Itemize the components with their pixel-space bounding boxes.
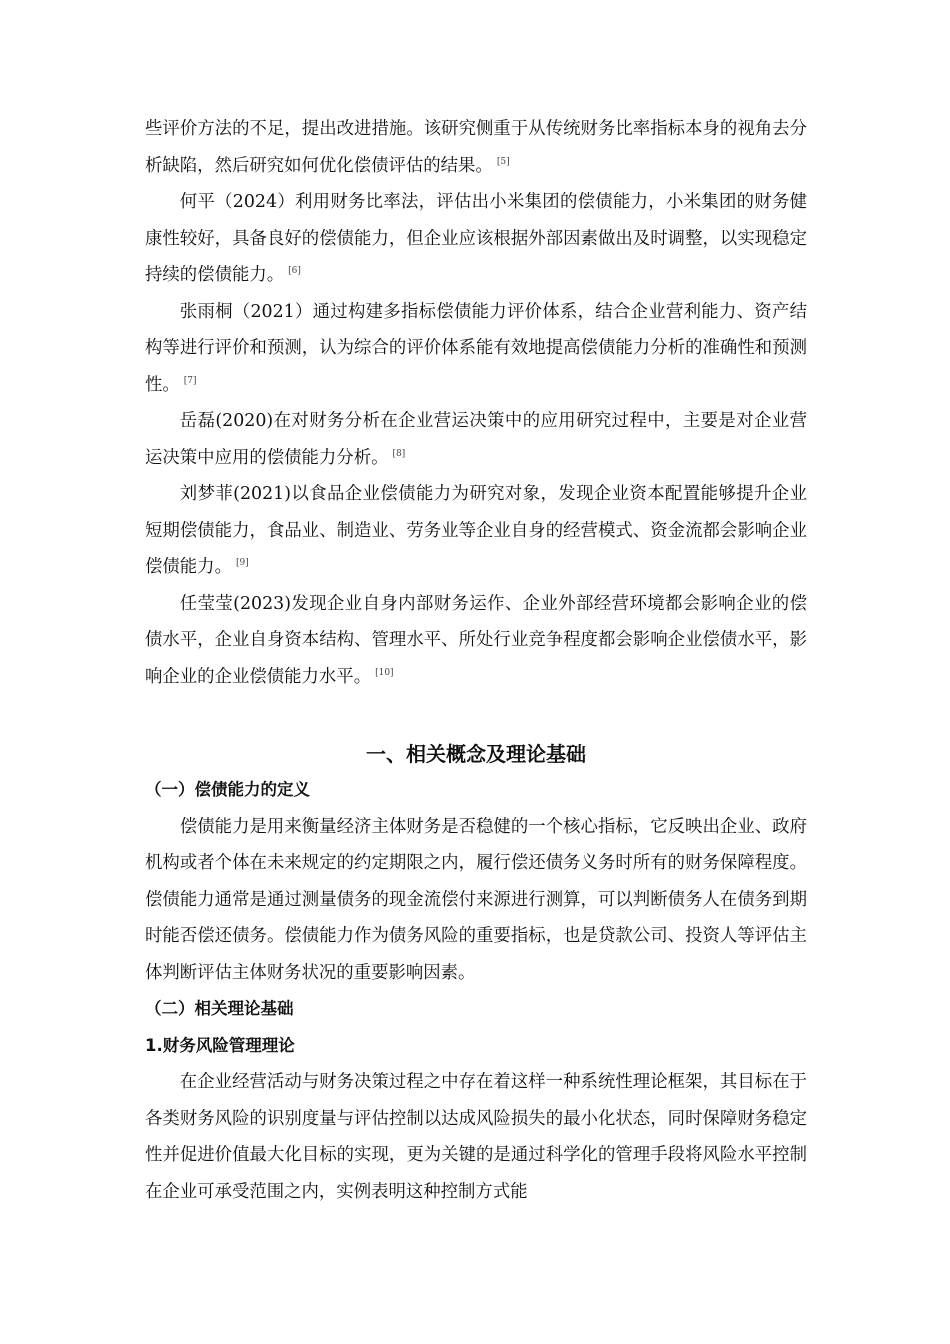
paragraph-text: 张雨桐（2021）通过构建多指标偿债能力评价体系，结合企业营利能力、资产结构等进行评价和预测，认为综合的评价体系能有效地提高偿债能力分析的准确性和预测性。 xyxy=(145,301,807,395)
citation-marker: [10] xyxy=(375,667,394,678)
paragraph-text: 岳磊(2020)在对财务分析在企业营运决策中的应用研究过程中，主要是对企业营运决策中应用的偿债能力分析。 xyxy=(145,411,807,468)
literature-paragraph xyxy=(145,476,807,586)
citation-marker: [9] xyxy=(235,558,249,568)
theory-paragraph: 在企业经营活动与财务决策过程之中存在着这样一种系统性理论框架，其目标在于各类财务风险的识别度量与评估控制以达成风险损失的最小化状态，同时保障财务稳定性并促进价值最大化目标的实现，更为关键的是通过科学化的管理手段将风险水平控制在企业可承受范围之内，实例表明这种控制方式能 xyxy=(145,1072,807,1202)
citation-marker: [7] xyxy=(183,375,197,386)
paragraph-text: 何平（2024）利用财务比率法，评估出小米集团的偿债能力，小米集团的财务健康性较好，具备良好的偿债能力，但企业应该根据外部因素做出及时调整，以实现稳定持续的偿债能力。 xyxy=(145,192,807,285)
literature-paragraph xyxy=(145,403,807,476)
literature-review xyxy=(145,111,807,695)
literature-paragraph xyxy=(145,184,807,294)
citation-marker: [8] xyxy=(392,448,406,459)
literature-paragraph xyxy=(145,586,807,696)
section-heading: （二）相关理论基础 xyxy=(145,999,294,1018)
section-heading: （一）偿债能力的定义 xyxy=(145,780,310,799)
citation-marker: [6] xyxy=(288,266,301,276)
chapter-title: 一、相关概念及理论基础 xyxy=(366,742,586,766)
subsection-heading: 1.财务风险管理理论 xyxy=(145,1035,295,1055)
literature-paragraph xyxy=(145,294,807,404)
literature-paragraph xyxy=(145,111,807,184)
theory-section xyxy=(145,772,807,1210)
citation-marker: [5] xyxy=(496,156,510,167)
paragraph-text: 些评价方法的不足，提出改进措施。该研究侧重于从传统财务比率指标本身的视角去分析缺陷，然后研究如何优化偿债评估的结果。 xyxy=(145,119,807,176)
paragraph-text: 任莹莹(2023)发现企业自身内部财务运作、企业外部经营环境都会影响企业的偿债水平，企业自身资本结构、管理水平、所处行业竞争程度都会影响企业偿债水平，影响企业的企业偿债能力水平。 xyxy=(145,593,807,687)
paragraph-text: 刘梦菲(2021)以食品企业偿债能力为研究对象，发现企业资本配置能够提升企业短期偿债能力，食品业、制造业、劳务业等企业自身的经营模式、资金流都会影响企业偿债能力。 xyxy=(145,484,807,577)
definition-paragraph: 偿债能力是用来衡量经济主体财务是否稳健的一个核心指标，它反映出企业、政府机构或者个体在未来规定的约定期限之内，履行偿还债务义务时所有的财务保障程度。偿债能力通常是通过测量债务的现金流偿付来源进行测算，可以判断债务人在债务到期时能否偿还债务。偿债能力作为债务风险的重要指标，也是贷款公司、投资人等评估主体判断评估主体财务状况的重要影响因素。 xyxy=(145,816,807,983)
